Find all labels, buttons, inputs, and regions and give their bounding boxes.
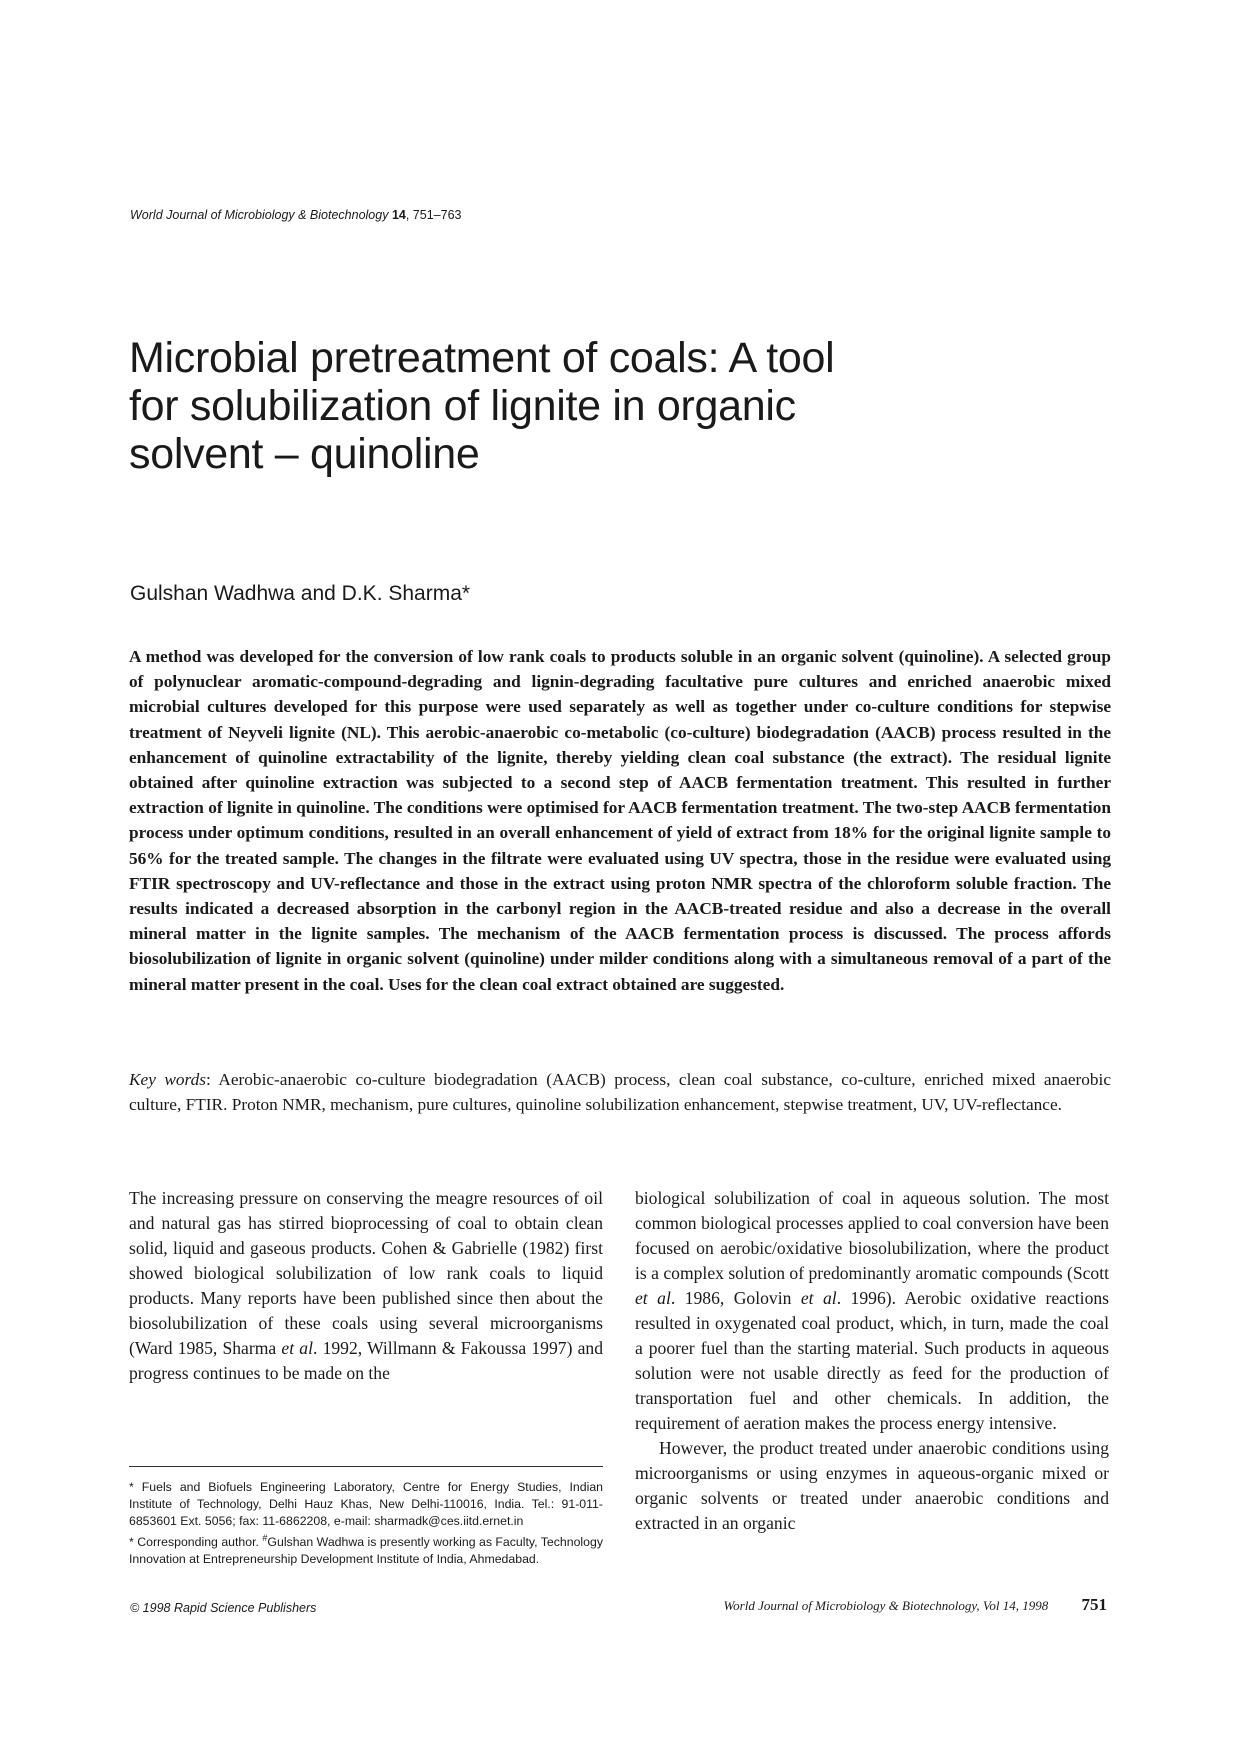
- body-text: The increasing pressure on conserving the meagre resources of oil and natural gas has stirred bioprocessing of coal to obtain clean solid, liquid and gaseous products. Cohen & Gabrielle (1982) first showed biological solubilization of low rank coals to liquid products. Many reports have been published since then about the biosolubilization of these coals using several microorganisms (Ward 1985, Sharma: [129, 1188, 603, 1358]
- title-line: for solubilization of lignite in organic: [129, 382, 796, 430]
- body-column-right: [635, 1186, 1109, 1536]
- title-line: Microbial pretreatment of coals: A tool: [129, 334, 835, 382]
- running-head-journal: World Journal of Microbiology & Biotechnology: [130, 208, 389, 222]
- body-text: . 1992, Willmann & Fakoussa 1997) and progress continues to be made on the: [129, 1338, 604, 1383]
- title-line: solvent – quinoline: [129, 430, 480, 478]
- body-text: . 1986, Golovin: [670, 1288, 801, 1308]
- body-italic: et al: [635, 1288, 671, 1308]
- footnote-corresponding: [129, 1530, 603, 1568]
- body-column-left: [129, 1186, 603, 1386]
- footnote-text: * Corresponding author.: [129, 1535, 263, 1550]
- footnote-text: Gulshan Wadhwa is presently working as Faculty, Technology Innovation at Entrepreneurship Development Institute of India, Ahmedabad.: [129, 1535, 603, 1567]
- body-paragraph: However, the product treated under anaerobic conditions using microorganisms or using enzymes in aqueous-organic mixed or organic solvents or treated under anaerobic conditions and extracted in an organic: [635, 1438, 1109, 1533]
- keywords: [129, 1067, 1111, 1117]
- body-text: biological solubilization of coal in aqueous solution. The most common biological processes applied to coal conversion have been focused on aerobic/oxidative biosolubilization, where the product is a complex solution of predominantly aromatic compounds (Scott: [635, 1188, 1109, 1283]
- body-italic: et al: [800, 1288, 837, 1308]
- abstract: A method was developed for the conversion of low rank coals to products soluble in an organic solvent (quinoline). A selected group of polynuclear aromatic-compound-degrading and lignin-degrading facultative pure cultures and enriched anaerobic mixed microbial cultures developed for this purpose were used separately as well as together under co-culture conditions for stepwise treatment of Neyveli lignite (NL). This aerobic-anaerobic co-metabolic (co-culture) biodegradation (AACB) process resulted in the enhancement of quinoline extractability of the lignite, thereby yielding clean coal substance (the extract). The residual lignite obtained after quinoline extraction was subjected to a second step of AACB fermentation treatment. This resulted in further extraction of lignite in quinoline. The conditions were optimised for AACB fermentation treatment. The two-step AACB fermentation process under optimum conditions, resulted in an overall enhancement of yield of extract from 18% for the original lignite sample to 56% for the treated sample. The changes in the filtrate were evaluated using UV spectra, those in the residue were evaluated using FTIR spectroscopy and UV-reflectance and those in the extract using proton NMR spectra of the chloroform soluble fraction. The results indicated a decreased absorption in the carbonyl region in the AACB-treated residue and also a decrease in the overall mineral matter in the lignite samples. The mechanism of the AACB fermentation process is discussed. The process affords biosolubilization of lignite in organic solvent (quinoline) under milder conditions along with a simultaneous removal of a part of the mineral matter present in the coal. Uses for the clean coal extract obtained are suggested.: [129, 647, 1111, 994]
- body-paragraph: [635, 1186, 1109, 1436]
- page-number: 751: [1081, 1595, 1107, 1614]
- footnotes: [129, 1479, 603, 1568]
- body-text: . 1996). Aerobic oxidative reactions resulted in oxygenated coal product, which, in turn, made the coal a poorer fuel than the starting material. Such products in aqueous solution were not usable directly as feed for the production of transportation fuel and other chemicals. In addition, the requirement of aeration makes the process energy intensive.: [635, 1288, 1110, 1433]
- running-head-pages: , 751–763: [405, 208, 462, 222]
- footer-journal: World Journal of Microbiology & Biotechnology, Vol 14, 1998: [723, 1598, 1049, 1613]
- footnote-divider: [129, 1466, 603, 1467]
- footnote-mark: #: [262, 1533, 268, 1543]
- running-head: [130, 208, 461, 222]
- body-paragraph: [129, 1186, 603, 1386]
- page-footer: [724, 1595, 1107, 1615]
- authors: Gulshan Wadhwa and D.K. Sharma*: [130, 582, 471, 605]
- keywords-text: : Aerobic-anaerobic co-culture biodegradation (AACB) process, clean coal substance, co-culture, enriched mixed anaerobic culture, FTIR. Proton NMR, mechanism, pure cultures, quinoline solubilization enhancement, stepwise treatment, UV, UV-reflectance.: [129, 1070, 1112, 1114]
- running-head-volume: 14: [391, 208, 406, 222]
- article-title: [129, 334, 949, 478]
- body-italic: et al: [281, 1338, 313, 1358]
- footnote-affiliation: * Fuels and Biofuels Engineering Laboratory, Centre for Energy Studies, Indian Institute of Technology, Delhi Hauz Khas, New Delhi-110016, India. Tel.: 91-011-6853601 Ext. 5056; fax: 11-6862208, e-mail: sharmadk@ces.iitd.ernet.in: [129, 1480, 603, 1528]
- copyright: © 1998 Rapid Science Publishers: [130, 1601, 317, 1615]
- keywords-label: Key words: [129, 1070, 207, 1089]
